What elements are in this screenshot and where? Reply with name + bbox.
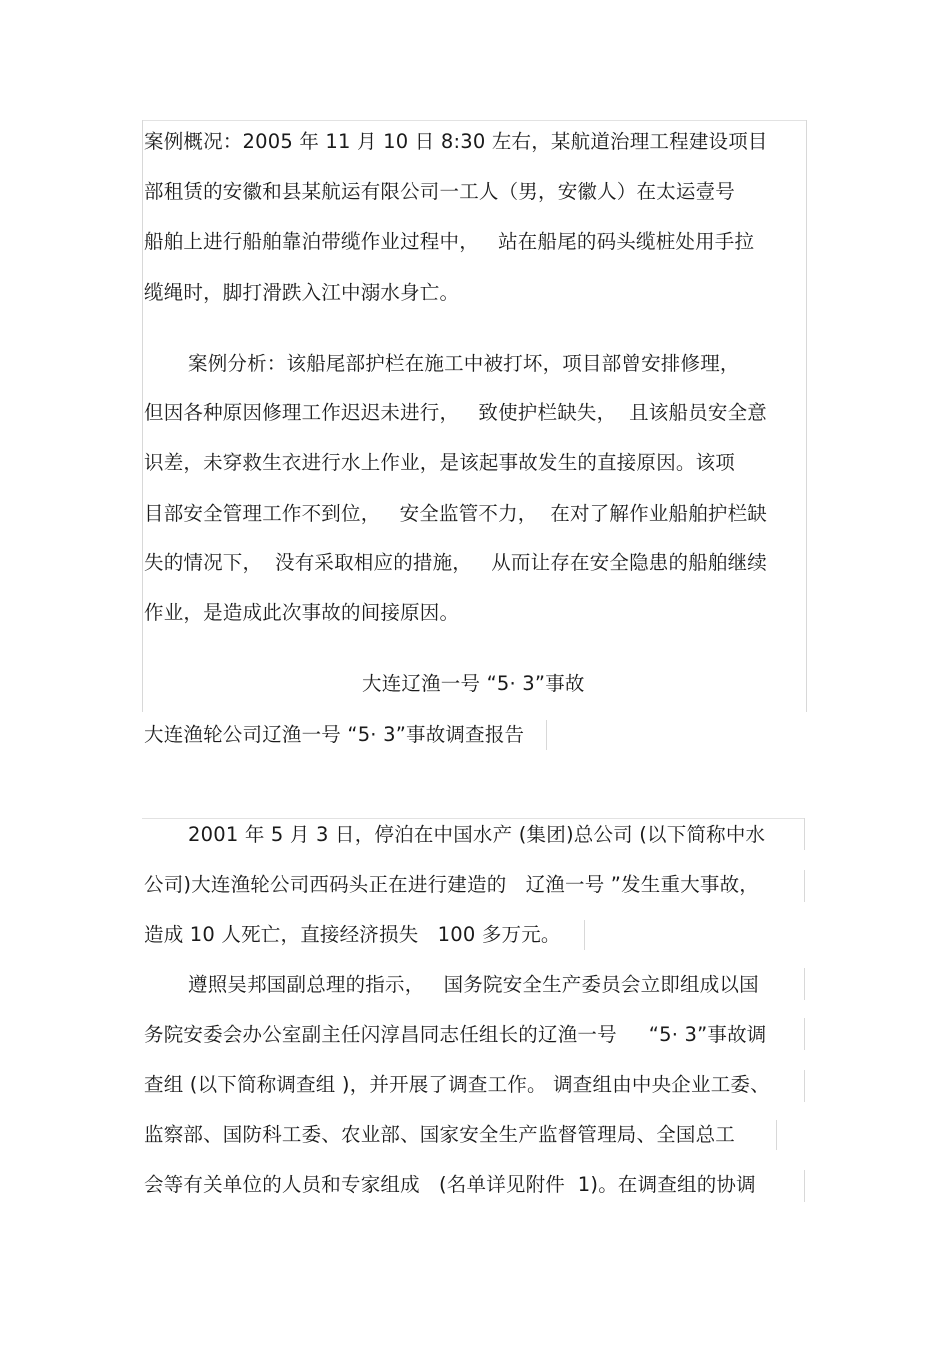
report-para1-line-1: 2001 年 5 月 3 日，停泊在中国水产 (集团)总公司 (以下简称中水 [188, 823, 766, 846]
report-para2-line-4: 监察部、国防科工委、农业部、国家安全生产监督管理局、全国总工 [144, 1123, 736, 1146]
table3-border-right-1 [804, 968, 805, 1000]
table-border-left [142, 120, 143, 712]
report-para2-line-1: 遵照吴邦国副总理的指示， 国务院安全生产委员会立即组成以国 [188, 973, 759, 996]
case-overview-line-3: 船舶上进行船舶靠泊带缆作业过程中， 站在船尾的码头缆桩处用手拉 [144, 230, 755, 253]
table3-border-right-2 [804, 1018, 805, 1050]
table3-border-right-4 [776, 1120, 777, 1150]
report-para2-line-5: 会等有关单位的人员和专家组成 (名单详见附件 1)。在调查组的协调 [144, 1173, 756, 1196]
table2-border-right-3 [584, 920, 585, 950]
report-para2-line-2: 务院安委会办公室副主任闪淳昌同志任组长的辽渔一号 “5· 3”事故调 [144, 1023, 767, 1046]
case-analysis-line-4: 目部安全管理工作不到位， 安全监管不力， 在对了解作业船舶护栏缺 [144, 502, 767, 525]
table2-border-right-2 [804, 870, 805, 902]
table2-border-right-1 [804, 818, 805, 850]
case-analysis-line-2: 但因各种原因修理工作迟迟未进行， 致使护栏缺失， 且该船员安全意 [144, 401, 767, 424]
table3-border-right-5 [804, 1170, 805, 1202]
case-overview-line-4: 缆绳时，脚打滑跌入江中溺水身亡。 [144, 281, 460, 304]
case-overview-line-2: 部租赁的安徽和县某航运有限公司一工人（男，安徽人）在太运壹号 [144, 180, 736, 203]
case-overview-line-1: 案例概况：2005 年 11 月 10 日 8:30 左右，某航道治理工程建设项目 [144, 130, 768, 153]
table3-border-right-3 [804, 1070, 805, 1102]
report-para2-line-3: 查组 (以下简称调查组 )，并开展了调查工作。 调查组由中央企业工委、 [144, 1073, 770, 1096]
title-border-right [546, 720, 547, 750]
table-border-right [806, 120, 807, 712]
table2-border-top [142, 818, 805, 819]
report-title: 大连渔轮公司辽渔一号 “5· 3”事故调查报告 [144, 723, 525, 746]
case-analysis-line-1: 案例分析：该船尾部护栏在施工中被打坏，项目部曾安排修理， [188, 352, 740, 375]
table-border-top [142, 120, 807, 121]
report-para1-line-2: 公司)大连渔轮公司西码头正在进行建造的 辽渔一号 ”发生重大事故， [144, 873, 760, 896]
case-analysis-line-3: 识差，未穿救生衣进行水上作业，是该起事故发生的直接原因。该项 [144, 451, 736, 474]
case-analysis-line-5: 失的情况下， 没有采取相应的措施， 从而让存在安全隐患的船舶继续 [144, 551, 767, 574]
section-heading: 大连辽渔一号 “5· 3”事故 [362, 672, 585, 695]
report-para1-line-3: 造成 10 人死亡，直接经济损失 100 多万元。 [144, 923, 561, 946]
case-analysis-line-6: 作业，是造成此次事故的间接原因。 [144, 601, 460, 624]
